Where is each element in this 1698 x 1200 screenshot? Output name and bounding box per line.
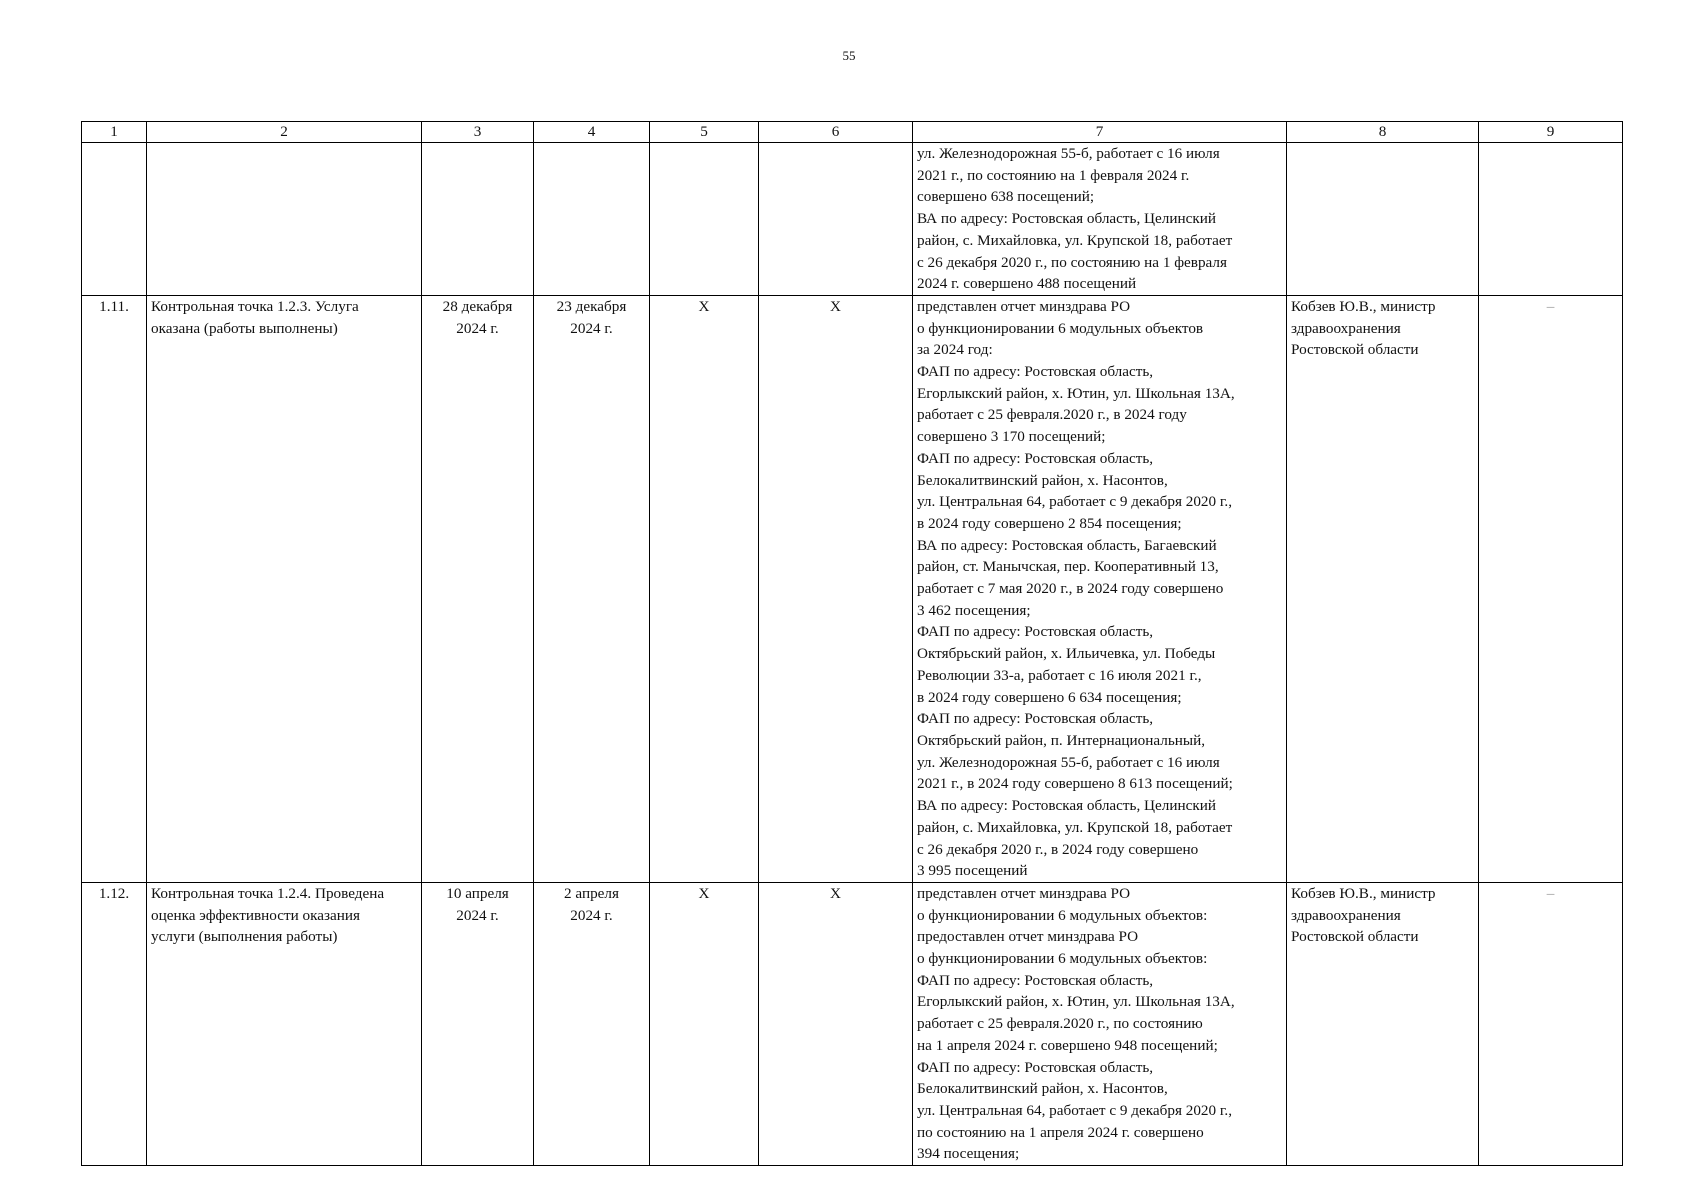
col9-note: – <box>1479 295 1623 882</box>
status-description-line: ул. Центральная 64, работает с 9 декабря 2020 г., <box>917 493 1233 511</box>
status-description-line: 2021 г., в 2024 году совершено 8 613 посещений; <box>917 775 1233 793</box>
status-description-line: ФАП по адресу: Ростовская область, <box>917 363 1154 381</box>
status-description-line: Белокалитвинский район, х. Насонтов, <box>917 1080 1168 1098</box>
status-description-line: с 26 декабря 2020 г., в 2024 году совершено <box>917 840 1199 858</box>
status-description-line: Октябрьский район, х. Ильичевка, ул. Победы <box>917 645 1216 663</box>
status-description-line: ул. Железнодорожная 55-б, работает с 16 июля <box>917 753 1220 771</box>
status-description-line: ФАП по адресу: Ростовская область, <box>917 623 1154 641</box>
status-description-line: в 2024 году совершено 2 854 посещения; <box>917 514 1182 532</box>
status-description-line: работает с 25 февраля.2020 г., в 2024 году <box>917 406 1187 424</box>
row-number <box>82 143 147 296</box>
checkpoint-name-line: Контрольная точка 1.2.3. Услуга <box>151 297 359 315</box>
actual-date-line: 23 декабря <box>556 297 627 315</box>
status-description-line: ул. Центральная 64, работает с 9 декабря 2020 г., <box>917 1101 1233 1119</box>
status-description-line: Егорлыкский район, х. Ютин, ул. Школьная 13А, <box>917 993 1235 1011</box>
status-description-line: за 2024 год: <box>917 341 993 359</box>
status-description-line: на 1 апреля 2024 г. совершено 948 посещений; <box>917 1036 1218 1054</box>
table-row <box>82 143 1623 296</box>
table-row <box>82 295 1623 882</box>
status-description-line: ВА по адресу: Ростовская область, Целинский <box>917 797 1216 815</box>
planned-date-line: 2024 г. <box>456 319 499 337</box>
responsible-person-line: Кобзев Ю.В., министр <box>1291 884 1436 902</box>
col5-mark: X <box>650 882 759 1165</box>
col5-mark <box>650 143 759 296</box>
status-description-line: Революции 33-а, работает с 16 июля 2021 г., <box>917 666 1202 684</box>
status-description-line: Октябрьский район, п. Интернациональный, <box>917 731 1206 749</box>
status-description-line: представлен отчет минздрава РО <box>917 884 1131 902</box>
status-description-line: 394 посещения; <box>917 1145 1020 1163</box>
status-description-line: в 2024 году совершено 6 634 посещения; <box>917 688 1182 706</box>
col6-mark: X <box>759 882 913 1165</box>
status-description-line: ВА по адресу: Ростовская область, Багаевский <box>917 536 1217 554</box>
actual-date-line: 2 апреля <box>564 884 619 902</box>
status-description-line: Егорлыкский район, х. Ютин, ул. Школьная 13А, <box>917 384 1235 402</box>
checkpoint-name <box>147 295 422 882</box>
header-cell: 2 <box>147 122 422 143</box>
header-cell: 6 <box>759 122 913 143</box>
table-row <box>82 882 1623 1165</box>
actual-date-line: 2024 г. <box>570 319 613 337</box>
table-header-row <box>82 122 1623 143</box>
responsible-person-line: здравоохранения <box>1291 906 1401 924</box>
status-description-line: район, с. Михайловка, ул. Крупской 18, работает <box>917 231 1233 249</box>
status-description-line: с 26 декабря 2020 г., по состоянию на 1 февраля <box>917 253 1227 271</box>
status-description-line: 3 995 посещений <box>917 862 1028 880</box>
row-number: 1.11. <box>82 295 147 882</box>
status-description-line: совершено 638 посещений; <box>917 188 1095 206</box>
col9-note <box>1479 143 1623 296</box>
status-description-line: ул. Железнодорожная 55-б, работает с 16 июля <box>917 145 1220 162</box>
status-description-line: 2021 г., по состоянию на 1 февраля 2024 г. <box>917 166 1190 184</box>
status-description-line: работает с 7 мая 2020 г., в 2024 году совершено <box>917 580 1224 598</box>
status-description <box>913 143 1287 296</box>
status-description-line: ФАП по адресу: Ростовская область, <box>917 1058 1154 1076</box>
status-description-line: район, с. Михайловка, ул. Крупской 18, работает <box>917 818 1233 836</box>
checkpoint-name <box>147 882 422 1165</box>
status-description-line: предоставлен отчет минздрава РО <box>917 928 1139 946</box>
planned-date <box>422 882 534 1165</box>
header-cell: 4 <box>534 122 650 143</box>
status-description-line: совершено 3 170 посещений; <box>917 428 1106 446</box>
header-cell: 8 <box>1287 122 1479 143</box>
responsible-person-line: здравоохранения <box>1291 319 1401 337</box>
col9-note: – <box>1479 882 1623 1165</box>
checkpoint-name-line: Контрольная точка 1.2.4. Проведена <box>151 884 385 902</box>
actual-date-line: 2024 г. <box>570 906 613 924</box>
planned-date-line: 2024 г. <box>456 906 499 924</box>
status-description-line: по состоянию на 1 апреля 2024 г. совершено <box>917 1123 1204 1141</box>
responsible-person <box>1287 295 1479 882</box>
status-description-line: ВА по адресу: Ростовская область, Целинский <box>917 210 1216 228</box>
header-cell: 7 <box>913 122 1287 143</box>
status-description-line: о функционировании 6 модульных объектов: <box>917 906 1208 924</box>
status-description-line: район, ст. Манычская, пер. Кооперативный 13, <box>917 558 1219 576</box>
page-number: 55 <box>842 48 856 63</box>
actual-date <box>534 882 650 1165</box>
responsible-person <box>1287 882 1479 1165</box>
responsible-person-line: Ростовской области <box>1291 928 1419 946</box>
header-cell: 1 <box>82 122 147 143</box>
checkpoint-name-line: услуги (выполнения работы) <box>151 928 338 946</box>
actual-date <box>534 295 650 882</box>
status-description-line: о функционировании 6 модульных объектов <box>917 319 1204 337</box>
planned-date-line: 28 декабря <box>442 297 513 315</box>
status-description-line: о функционировании 6 модульных объектов: <box>917 950 1208 968</box>
status-description-line: 2024 г. совершено 488 посещений <box>917 275 1137 293</box>
report-table <box>81 121 1623 1166</box>
col5-mark: X <box>650 295 759 882</box>
actual-date <box>534 143 650 296</box>
status-description-line: Белокалитвинский район, х. Насонтов, <box>917 471 1168 489</box>
header-cell: 9 <box>1479 122 1623 143</box>
header-cell: 5 <box>650 122 759 143</box>
status-description-line: работает с 25 февраля.2020 г., по состоянию <box>917 1015 1203 1033</box>
planned-date <box>422 143 534 296</box>
status-description-line: 3 462 посещения; <box>917 601 1031 619</box>
checkpoint-name-line: оказана (работы выполнены) <box>151 319 338 337</box>
status-description <box>913 882 1287 1165</box>
status-description <box>913 295 1287 882</box>
responsible-person <box>1287 143 1479 296</box>
status-description-line: ФАП по адресу: Ростовская область, <box>917 449 1154 467</box>
col6-mark: X <box>759 295 913 882</box>
responsible-person-line: Ростовской области <box>1291 341 1419 359</box>
responsible-person-line: Кобзев Ю.В., министр <box>1291 297 1436 315</box>
status-description-line: представлен отчет минздрава РО <box>917 297 1131 315</box>
status-description-line: ФАП по адресу: Ростовская область, <box>917 971 1154 989</box>
col6-mark <box>759 143 913 296</box>
planned-date <box>422 295 534 882</box>
checkpoint-name <box>147 143 422 296</box>
checkpoint-name-line: оценка эффективности оказания <box>151 906 361 924</box>
header-cell: 3 <box>422 122 534 143</box>
row-number: 1.12. <box>82 882 147 1165</box>
status-description-line: ФАП по адресу: Ростовская область, <box>917 710 1154 728</box>
planned-date-line: 10 апреля <box>446 884 509 902</box>
